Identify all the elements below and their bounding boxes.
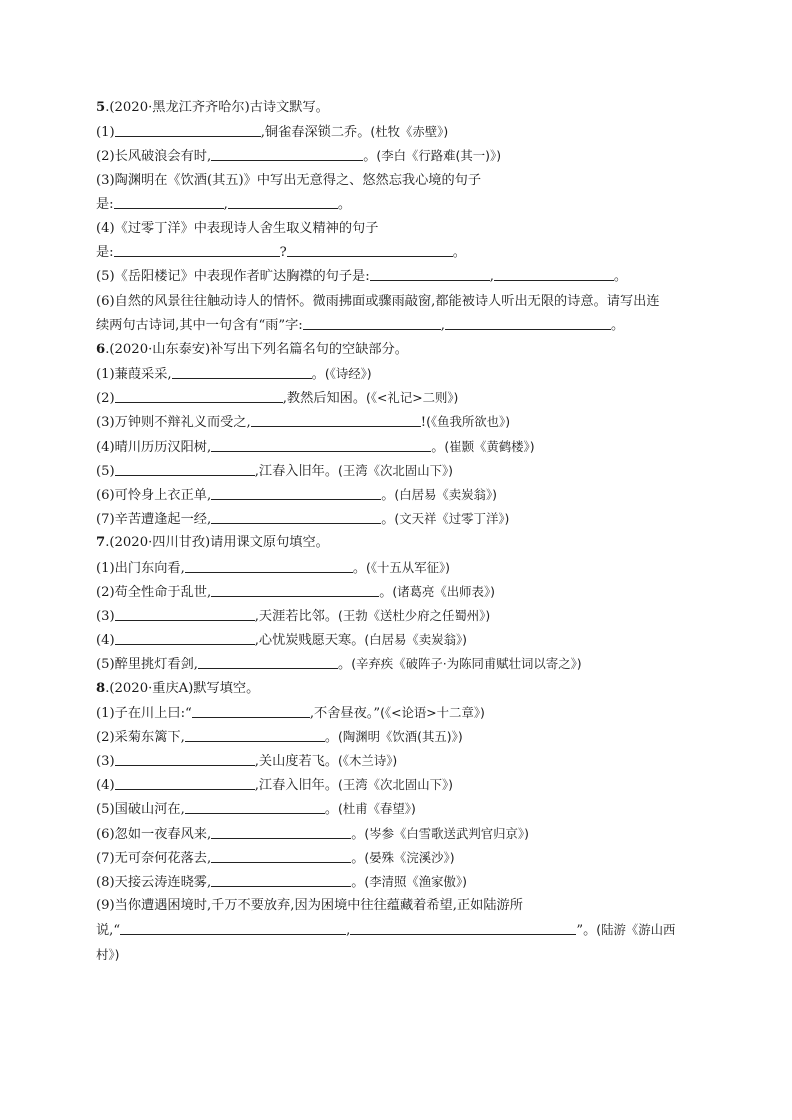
item-text: (5)国破山河在, (96, 802, 185, 818)
answer-blank[interactable] (211, 437, 431, 452)
item-text: 。 (352, 560, 366, 576)
item-text: 。 (381, 488, 395, 503)
question-5-item-6-cont (96, 314, 696, 338)
answer-blank[interactable] (287, 242, 453, 257)
source-citation: (崔颢《黄鹤楼》) (444, 438, 535, 454)
item-text: 。 (452, 245, 466, 261)
item-text: (3) (96, 754, 115, 770)
item-text: (6)可怜身上衣正单, (96, 488, 212, 503)
question-8-item-6 (96, 822, 696, 846)
item-text: (3) (96, 608, 115, 624)
item-text: ,江春入旧年。 (254, 463, 339, 479)
source-citation: (李白《行路难(其一)》) (376, 148, 502, 164)
question-number: 7 (96, 535, 106, 551)
question-8-item-4 (96, 773, 696, 797)
item-text: ,天涯若比邻。 (254, 608, 339, 624)
question-6-item-5 (96, 459, 696, 483)
question-6-item-1 (96, 362, 696, 386)
item-text: 。 (311, 367, 325, 383)
item-text: (8)天接云涛连晓雾, (96, 875, 212, 890)
source-citation: (辛弃疾《破阵子·为陈同甫赋壮词以寄之》) (351, 656, 582, 672)
item-text: , (440, 317, 445, 333)
item-text: 。 (338, 657, 352, 673)
item-text: (1)蒹葭采采, (96, 367, 172, 383)
source-citation: (岑参《白雪歌送武判官归京》) (364, 825, 529, 841)
question-8-item-3 (96, 749, 696, 773)
question-title: .(2020·重庆A)默写填空。 (105, 680, 260, 696)
item-text: 。 (351, 826, 365, 842)
question-7-item-4 (96, 628, 696, 652)
item-text: ? (279, 245, 287, 261)
item-text: ! (420, 415, 427, 431)
item-text: (6)忽如一夜春风来, (96, 826, 212, 842)
answer-blank[interactable] (120, 920, 346, 935)
source-citation: (王勃《送杜少府之任蜀州》) (338, 607, 491, 623)
item-text: ,铜雀春深锁二乔。 (260, 125, 371, 141)
item-text: (3)陶渊明在《饮酒(其五)》中写出无意得之、悠然忘我心境的句子 (96, 172, 482, 188)
source-citation: (《木兰诗》) (338, 753, 398, 769)
item-text: 。 (431, 439, 445, 455)
source-citation: 村》) (96, 946, 120, 962)
question-title: .(2020·山东泰安)补写出下列名篇名句的空缺部分。 (105, 341, 408, 357)
question-7-item-2 (96, 580, 696, 604)
source-citation: (《<礼记>二则》) (366, 390, 459, 406)
item-text: 是: (96, 245, 114, 261)
question-6-item-7 (96, 507, 696, 531)
answer-blank[interactable] (370, 266, 490, 281)
question-number: 5 (96, 100, 106, 115)
question-8-item-9-cont (96, 918, 696, 942)
item-text: ,不舍昼夜。” (309, 705, 381, 721)
item-text: 。 (381, 512, 395, 528)
item-text: (2)采菊东篱下, (96, 729, 185, 745)
answer-blank[interactable] (114, 194, 224, 209)
question-6-item-3 (96, 410, 696, 434)
item-text: ,心忧炭贱愿天寒。 (254, 633, 365, 649)
exercise-page (96, 96, 696, 967)
item-text: 。 (324, 729, 338, 745)
source-citation: (《诗经》) (324, 366, 372, 382)
question-8-item-8 (96, 870, 696, 894)
question-6-item-6 (96, 483, 696, 507)
question-number: 8 (96, 680, 106, 696)
item-text: (4)晴川历历汉阳树, (96, 439, 212, 455)
item-text: 说,“ (96, 923, 121, 939)
item-text: 。 (324, 802, 338, 818)
answer-blank[interactable] (228, 194, 338, 209)
item-text: (5) (96, 463, 115, 479)
answer-blank[interactable] (251, 412, 421, 427)
question-7-item-1 (96, 556, 696, 580)
item-text: , (223, 196, 228, 212)
question-title: .(2020·四川甘孜)请用课文原句填空。 (105, 535, 329, 551)
item-text: , (489, 269, 494, 285)
answer-blank[interactable] (185, 727, 325, 742)
answer-blank[interactable] (211, 509, 381, 524)
item-text: (4) (96, 778, 115, 794)
answer-blank[interactable] (114, 242, 280, 257)
source-citation: (李清照《渔家傲》) (364, 874, 467, 889)
item-text: ,江春入旧年。 (254, 778, 339, 794)
source-citation: (《十五从军征》) (366, 559, 451, 575)
question-8-heading (96, 677, 696, 701)
item-text: (6)自然的风景往往触动诗人的情怀。微雨拂面或骤雨敲窗,都能被诗人听出无限的诗意。请写出连 (96, 293, 660, 309)
answer-blank[interactable] (211, 485, 381, 500)
question-8-item-1 (96, 701, 696, 725)
answer-blank[interactable] (211, 824, 351, 839)
item-text: (4) (96, 633, 115, 649)
question-6-item-2 (96, 386, 696, 410)
item-text: (1)子在川上曰:“ (96, 705, 192, 721)
item-text: (9)当你遭遇困境时,千万不要放弃,因为困境中往往蕴藏着希望,正如陆游所 (96, 898, 523, 914)
question-5-item-1 (96, 120, 696, 144)
source-citation: (陶渊明《饮酒(其五)》) (338, 728, 463, 744)
answer-blank[interactable] (211, 872, 351, 887)
source-citation: (《鱼我所欲也》) (426, 414, 511, 430)
answer-blank[interactable] (115, 606, 255, 621)
answer-blank[interactable] (115, 461, 255, 476)
source-citation: (王湾《次北固山下》) (338, 777, 453, 793)
answer-blank[interactable] (115, 751, 255, 766)
item-text: (7)无可奈何花落去, (96, 850, 212, 866)
answer-blank[interactable] (185, 799, 325, 814)
item-text: ”。 (576, 923, 597, 939)
question-number: 6 (96, 341, 106, 357)
source-citation: (《<论语>十二章》) (380, 704, 485, 720)
item-text: (3)万钟则不辩礼义而受之, (96, 415, 251, 431)
question-5-item-5 (96, 265, 696, 289)
question-7-heading (96, 531, 696, 555)
item-text: 。 (613, 269, 628, 285)
answer-blank[interactable] (172, 364, 312, 379)
source-citation: (白居易《卖炭翁》) (394, 487, 497, 502)
item-text: (4)《过零丁洋》中表现诗人舍生取义精神的句子 (96, 220, 379, 236)
answer-blank[interactable] (115, 630, 255, 645)
item-text: (7)辛苦遭逢起一经, (96, 512, 212, 528)
answer-blank[interactable] (115, 775, 255, 790)
question-5-heading (96, 96, 696, 120)
answer-blank[interactable] (211, 582, 379, 597)
question-7-item-5 (96, 652, 696, 676)
answer-blank[interactable] (192, 703, 310, 718)
item-text: (2)苟全性命于乱世, (96, 584, 212, 600)
source-citation: (白居易《卖炭翁》) (364, 632, 467, 648)
question-8-item-5 (96, 797, 696, 821)
question-5-item-3-cont (96, 193, 696, 217)
answer-blank[interactable] (115, 388, 283, 403)
item-text: (1)出门东向看, (96, 560, 185, 576)
source-citation: (王湾《次北固山下》) (338, 462, 453, 478)
item-text: 。 (363, 149, 377, 165)
source-citation: (杜甫《春望》) (338, 801, 416, 817)
question-5-item-2 (96, 144, 696, 168)
answer-blank[interactable] (115, 122, 261, 137)
answer-blank[interactable] (303, 315, 441, 330)
answer-blank[interactable] (211, 848, 351, 863)
question-6-item-4 (96, 435, 696, 459)
item-text: 是: (96, 196, 114, 212)
question-8-item-7 (96, 846, 696, 870)
answer-blank[interactable] (445, 315, 611, 330)
source-citation: (诸葛亮《出师表》) (392, 583, 495, 599)
question-8-item-2 (96, 725, 696, 749)
answer-blank[interactable] (494, 266, 614, 281)
item-text: 续两句古诗词,其中一句含有“雨”字: (96, 317, 303, 333)
question-5-item-4 (96, 217, 696, 241)
question-8-item-9-end (96, 943, 696, 967)
item-text: (2) (96, 391, 115, 407)
item-text: (2)长风破浪会有时, (96, 149, 212, 165)
answer-blank[interactable] (198, 654, 338, 669)
item-text: 。 (351, 875, 365, 890)
question-7-item-3 (96, 604, 696, 628)
item-text: ,关山度若飞。 (254, 754, 339, 770)
answer-blank[interactable] (350, 920, 576, 935)
question-5-item-4-cont (96, 241, 696, 265)
item-text: (5)醉里挑灯看剑, (96, 657, 198, 673)
answer-blank[interactable] (185, 558, 353, 573)
item-text: 。 (337, 196, 352, 212)
item-text: (1) (96, 125, 115, 141)
item-text: ,教然后知困。 (282, 391, 367, 407)
question-5-item-3 (96, 169, 696, 193)
source-citation: (杜牧《赤壁》) (370, 124, 449, 140)
item-text: (5)《岳阳楼记》中表现作者旷达胸襟的句子是: (96, 269, 370, 285)
source-citation: (陆游《游山西 (596, 922, 676, 938)
source-citation: (晏殊《浣溪沙》) (364, 849, 455, 865)
question-8-item-9 (96, 894, 696, 918)
answer-blank[interactable] (211, 146, 363, 161)
question-5-item-6 (96, 290, 696, 314)
item-text: , (346, 923, 351, 939)
source-citation: (文天祥《过零丁洋》) (394, 511, 510, 527)
question-title: .(2020·黑龙江齐齐哈尔)古诗文默写。 (105, 100, 329, 115)
item-text: 。 (351, 850, 365, 866)
item-text: 。 (610, 317, 625, 333)
item-text: 。 (379, 584, 393, 600)
question-6-heading (96, 338, 696, 362)
